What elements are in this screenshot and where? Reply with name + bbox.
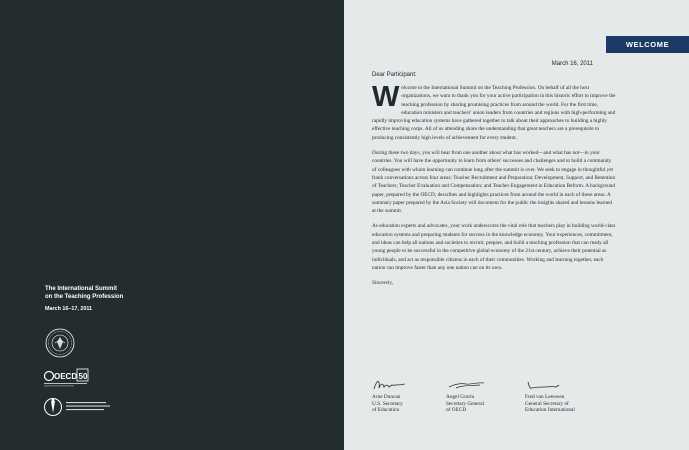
signer-title: Secretary General [446,400,485,407]
signature-gurria-icon [446,376,490,392]
paragraph-1-text: elcome to the International Summit on the Teaching Profession. On behalf of all the host organizations, we want to thank you for your active participation in this historic effort to improve the teaching profession by sharing promising practices from around the world. For the first time, education ministers and teachers' union leaders from countries and regions with high-performing and rapidly improving education systems have gathered together to talk about their approaches to building a highly effective teaching corps. All of us attending share the understanding that great teachers are a prerequisite to producing consistently high levels of achievement for every student. [372,85,616,141]
education-international-logo-icon [44,396,114,418]
closing: Sincerely, [372,280,393,287]
signer-name: Arne Duncan [372,394,401,400]
paragraph-2: During these two days, you will hear from one another about what has worked—and what has not—in your countries. You will have the opportunity to learn from others' successes and challenges and to build a community of colleagues with whom learning can continue long after the summit is over. We seek to engage in thoughtful yet frank conversations across four areas: Teacher Recruitment and Preparation; Development, Support, and Retention of Teachers; Teacher Evaluation and Compensation; and Teacher Engagement in Education Reform. A background paper, prepared by the OECD, describes and highlights practices from around the world in each of these areas. A summary paper prepared by the Asia Society will document for the public the insights shared and lessons learned at the summit. [372,150,616,215]
letter-page [344,0,689,450]
signer-title-2: Education International [525,407,575,414]
letter-date: March 16, 2011 [551,61,593,67]
signer-van-leeuwen [525,376,605,414]
summit-dates: March 16–17, 2011 [45,306,93,312]
signer-name: Fred van Leeuwen [525,394,565,400]
signer-title: U.S. Secretary [372,400,403,407]
signer-text [525,394,605,414]
summit-title-line1: The International Summit [45,286,118,292]
signatures [372,376,617,426]
svg-text:50: 50 [78,372,88,381]
signature-duncan-icon [372,376,416,392]
summit-title-line2: on the Teaching Profession [45,293,124,300]
letter-body [372,81,617,295]
cover-panel [0,0,344,450]
paragraph-3: As education experts and advocates, your work underscores the vital role that teachers play in building world-class education systems and preparing students for success in the knowledge economy. Your experiences, commitment, and ideas can help all nations and societies to recruit, prepare, and build a teaching profession that can ready all young people to be successful in the competitive global economy of the 21st century, achieve their potential as individuals, and act as responsible citizens in each of their communities. Working and learning together, each nation can improve faster than any one nation can on its own. [372,223,616,271]
signer-title: General Secretary of [525,400,569,407]
signer-gurria [446,376,526,414]
signer-title-2: of OECD [446,407,467,414]
oecd-logo-icon [43,368,91,390]
signer-duncan [372,376,452,414]
signature-van-leeuwen-icon [525,376,569,392]
salutation: Dear Participant: [372,72,417,78]
drop-cap: W [372,81,400,113]
welcome-badge: WELCOME [606,36,689,53]
department-seal-icon [45,328,75,358]
signer-name: Angel Gurría [446,394,475,400]
svg-text:OECD: OECD [54,372,78,381]
signer-text [372,394,452,414]
summit-title [45,286,245,301]
signer-text [446,394,526,414]
signer-title-2: of Education [372,407,400,414]
paragraph-1 [372,81,617,142]
